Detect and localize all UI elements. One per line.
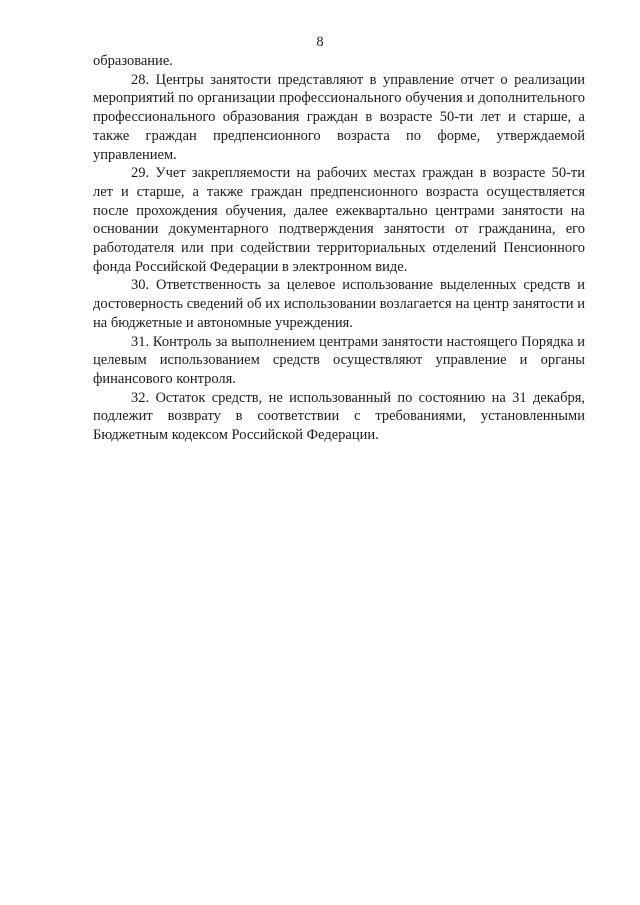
- paragraph-continuation: образование.: [93, 53, 173, 69]
- paragraph-29: 29. Учет закрепляемости на рабочих местах граждан в возрасте 50-ти лет и старше, а также граждан предпенсионного возраста осуществляется после прохождения обучения, далее ежеквартально центрами занятости на основании документарного подтверждения занятости от гражданина, его работодателя или при содействии территориальных отделений Пенсионного фонда Российской Федерации в электронном виде.: [93, 165, 585, 275]
- paragraph-32: 32. Остаток средств, не использованный по состоянию на 31 декабря, подлежит возврату в соответствии с требованиями, установленными Бюджетным кодексом Российской Федерации.: [93, 389, 585, 444]
- paragraph-31: 31. Контроль за выполнением центрами занятости настоящего Порядка и целевым использованием средств осуществляют управление и органы финансового контроля.: [93, 333, 585, 387]
- page-number: 8: [316, 34, 324, 50]
- paragraph-28: 28. Центры занятости представляют в управление отчет о реализации мероприятий по организации профессионального обучения и дополнительного профессионального образования граждан в возрасте 50-ти лет и старше, а также граждан предпенсионного возраста по форме, утверждаемой управлением.: [93, 71, 585, 163]
- paragraph-30: 30. Ответственность за целевое использование выделенных средств и достоверность сведений об их использовании возлагается на центр занятости и на бюджетные и автономные учреждения.: [93, 277, 585, 331]
- document-body: [93, 52, 585, 445]
